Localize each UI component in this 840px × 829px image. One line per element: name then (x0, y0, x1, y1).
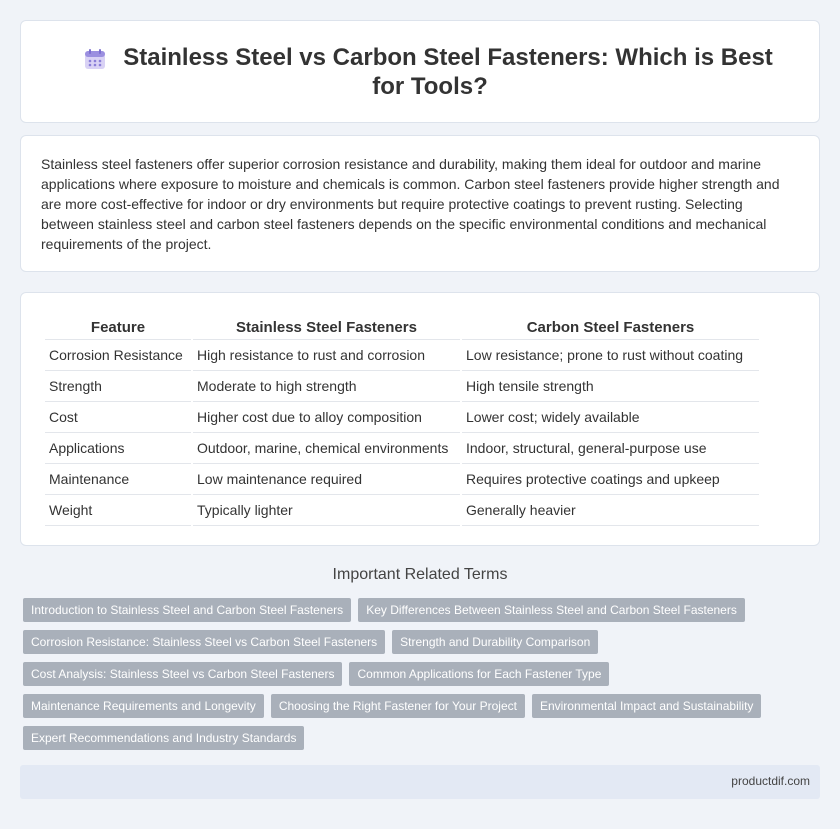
table-cell: High tensile strength (462, 371, 759, 402)
related-term-tag[interactable]: Introduction to Stainless Steel and Carbon Steel Fasteners (23, 598, 351, 622)
comparison-table (43, 315, 761, 526)
table-cell: Moderate to high strength (193, 371, 460, 402)
related-term-tag[interactable]: Choosing the Right Fastener for Your Project (271, 694, 525, 718)
related-term-tag[interactable]: Corrosion Resistance: Stainless Steel vs Carbon Steel Fasteners (23, 630, 385, 654)
table-row (45, 464, 759, 495)
table-cell: Generally heavier (462, 495, 759, 526)
table-row (45, 495, 759, 526)
column-header: Carbon Steel Fasteners (462, 315, 759, 340)
table-cell: Corrosion Resistance (45, 340, 191, 371)
table-cell: Requires protective coatings and upkeep (462, 464, 759, 495)
related-term-tag[interactable]: Maintenance Requirements and Longevity (23, 694, 264, 718)
table-cell: Outdoor, marine, chemical environments (193, 433, 460, 464)
related-term-tag[interactable]: Key Differences Between Stainless Steel and Carbon Steel Fasteners (358, 598, 745, 622)
table-cell: Lower cost; widely available (462, 402, 759, 433)
table-row (45, 340, 759, 371)
table-cell: Applications (45, 433, 191, 464)
header-card (20, 20, 820, 123)
related-terms-list (23, 598, 823, 750)
column-header: Stainless Steel Fasteners (193, 315, 460, 340)
table-row (45, 371, 759, 402)
table-cell: Typically lighter (193, 495, 460, 526)
table-cell: Indoor, structural, general-purpose use (462, 433, 759, 464)
related-term-tag[interactable]: Expert Recommendations and Industry Standards (23, 726, 304, 750)
related-term-tag[interactable]: Strength and Durability Comparison (392, 630, 598, 654)
table-cell: High resistance to rust and corrosion (193, 340, 460, 371)
table-row (45, 402, 759, 433)
intro-paragraph: Stainless steel fasteners offer superior corrosion resistance and durability, making them ideal for outdoor and marine applications where exposure to moisture and chemicals is common. Carbon steel fasteners provide higher strength and are more cost-effective for indoor or dry environments but require protective coatings to prevent rusting. Selecting between stainless steel and carbon steel fasteners depends on the specific environmental conditions and mechanical requirements of the project. (41, 156, 780, 252)
related-terms-title: Important Related Terms (332, 566, 508, 583)
table-cell: Low maintenance required (193, 464, 460, 495)
page-title: Stainless Steel vs Carbon Steel Fasteners: Which is Best for Tools? (123, 44, 773, 100)
table-cell: Maintenance (45, 464, 191, 495)
table-cell: Cost (45, 402, 191, 433)
table-cell: Strength (45, 371, 191, 402)
column-header: Feature (45, 315, 191, 340)
related-term-tag[interactable]: Common Applications for Each Fastener Type (349, 662, 609, 686)
table-cell: Higher cost due to alloy composition (193, 402, 460, 433)
table-row (45, 433, 759, 464)
footer-site-name[interactable]: productdif.com (731, 774, 810, 788)
footer (20, 765, 820, 799)
table-header-row (45, 315, 759, 340)
table-cell: Low resistance; prone to rust without coating (462, 340, 759, 371)
intro-card (20, 135, 820, 272)
table-cell: Weight (45, 495, 191, 526)
related-term-tag[interactable]: Environmental Impact and Sustainability (532, 694, 761, 718)
related-term-tag[interactable]: Cost Analysis: Stainless Steel vs Carbon Steel Fasteners (23, 662, 342, 686)
comparison-table-card (20, 292, 820, 546)
